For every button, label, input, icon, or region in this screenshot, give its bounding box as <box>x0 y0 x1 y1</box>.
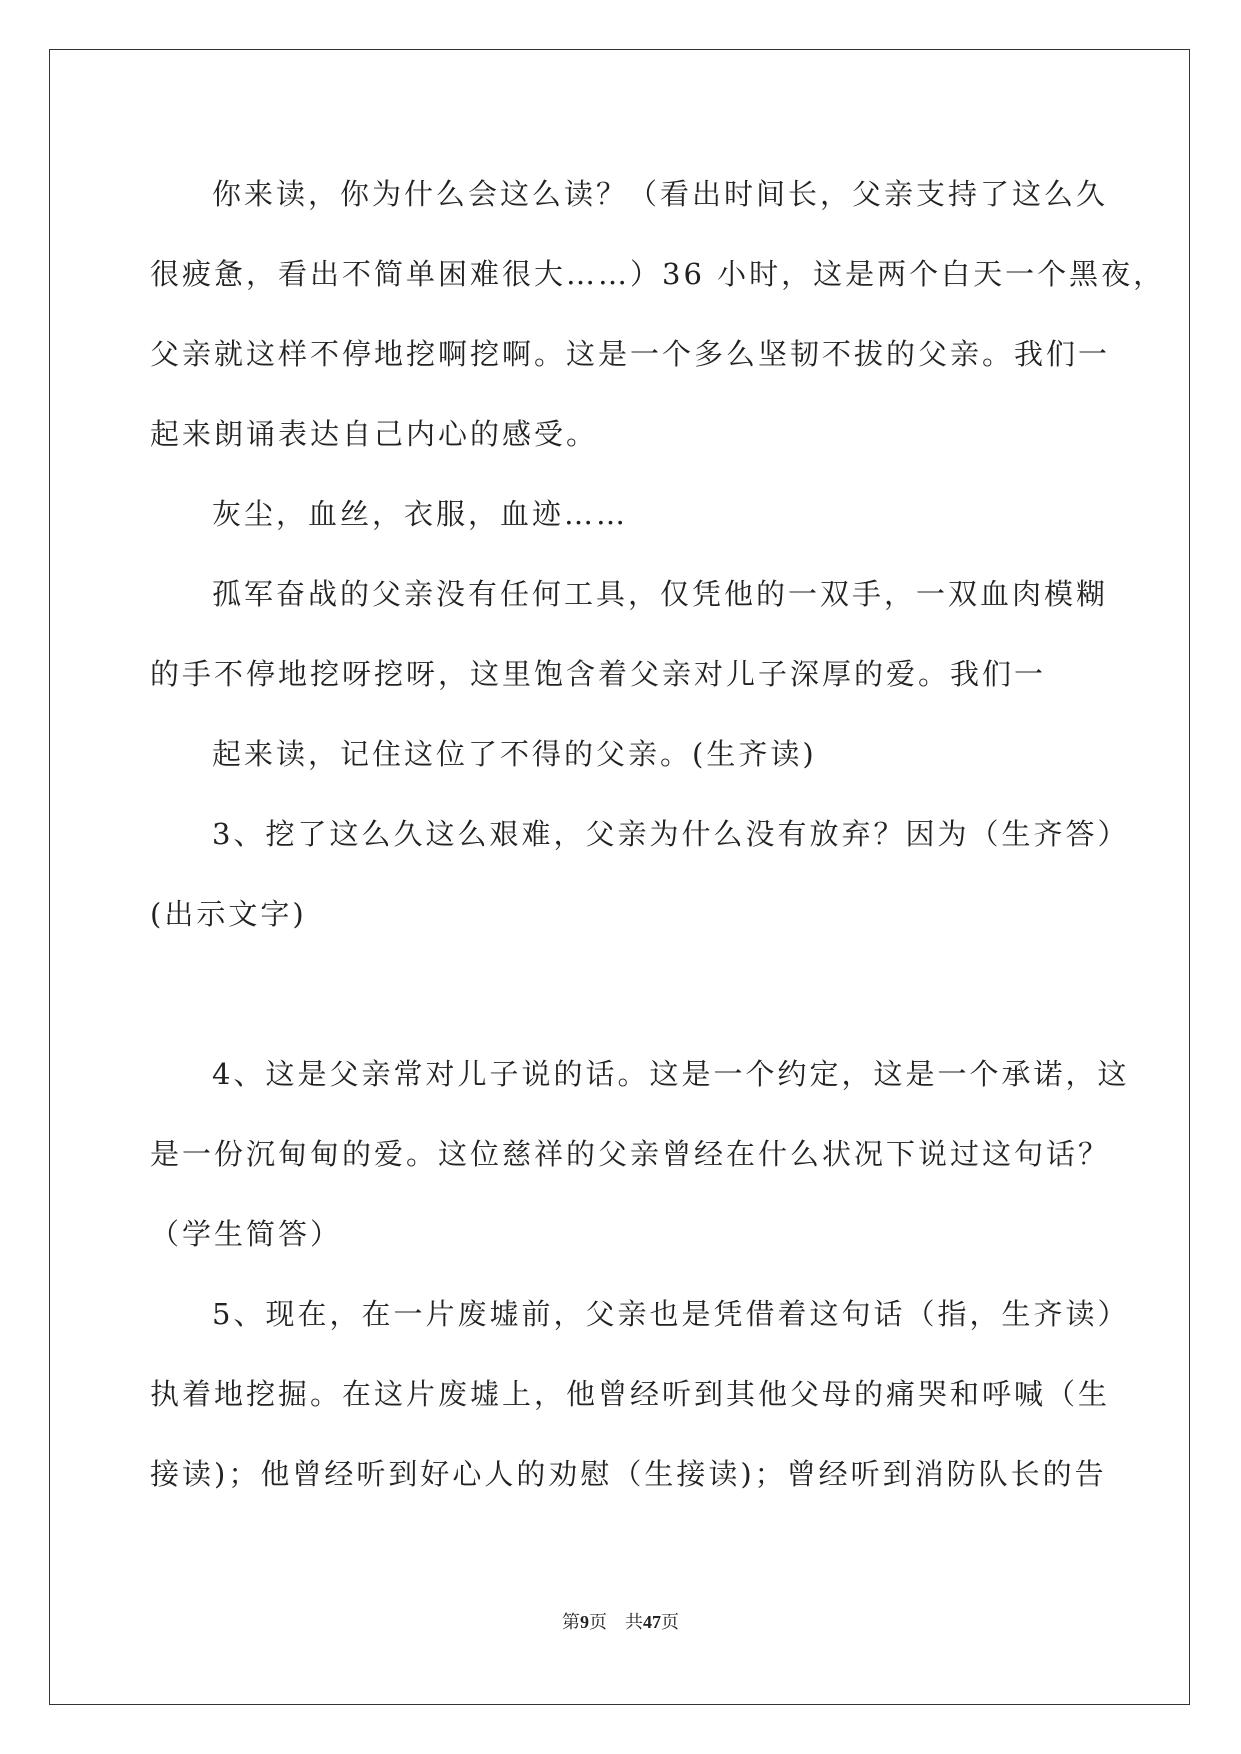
text-line: 3、挖了这么久这么艰难，父亲为什么没有放弃？因为（生齐答） <box>212 817 1130 851</box>
total-page-number: 47 <box>643 1612 661 1632</box>
text-line: 起来读，记住这位了不得的父亲。(生齐读) <box>212 737 817 771</box>
page-footer <box>0 1608 1241 1634</box>
text-line: （学生简答） <box>150 1217 343 1251</box>
text-line: 是一份沉甸甸的爱。这位慈祥的父亲曾经在什么状况下说过这句话？ <box>150 1137 1111 1171</box>
text-line: 灰尘，血丝，衣服，血迹…… <box>212 497 629 531</box>
footer-mid: 页 共 <box>589 1612 643 1632</box>
text-line: 4、这是父亲常对儿子说的话。这是一个约定，这是一个承诺，这 <box>212 1057 1130 1091</box>
text-line: (出示文字) <box>150 897 307 931</box>
text-line: 执着地挖掘。在这片废墟上，他曾经听到其他父母的痛哭和呼喊（生 <box>150 1377 1111 1411</box>
text-line: 很疲惫，看出不简单困难很大……）36 小时，这是两个白天一个黑夜， <box>150 257 1166 291</box>
text-line: 5、现在，在一片废墟前，父亲也是凭借着这句话（指，生齐读） <box>212 1297 1130 1331</box>
text-line: 接读)；他曾经听到好心人的劝慰（生接读)；曾经听到消防队长的告 <box>150 1457 1107 1491</box>
footer-suffix: 页 <box>661 1612 679 1632</box>
text-line: 父亲就这样不停地挖啊挖啊。这是一个多么坚韧不拔的父亲。我们一 <box>150 337 1111 371</box>
footer-prefix: 第 <box>562 1612 580 1632</box>
text-line: 孤军奋战的父亲没有任何工具，仅凭他的一双手，一双血肉模糊 <box>212 577 1109 611</box>
text-line: 你来读，你为什么会这么读？（看出时间长，父亲支持了这么久 <box>212 177 1109 211</box>
text-line: 起来朗诵表达自己内心的感受。 <box>150 417 599 451</box>
current-page-number: 9 <box>580 1612 589 1632</box>
text-line: 的手不停地挖呀挖呀，这里饱含着父亲对儿子深厚的爱。我们一 <box>150 657 1047 691</box>
